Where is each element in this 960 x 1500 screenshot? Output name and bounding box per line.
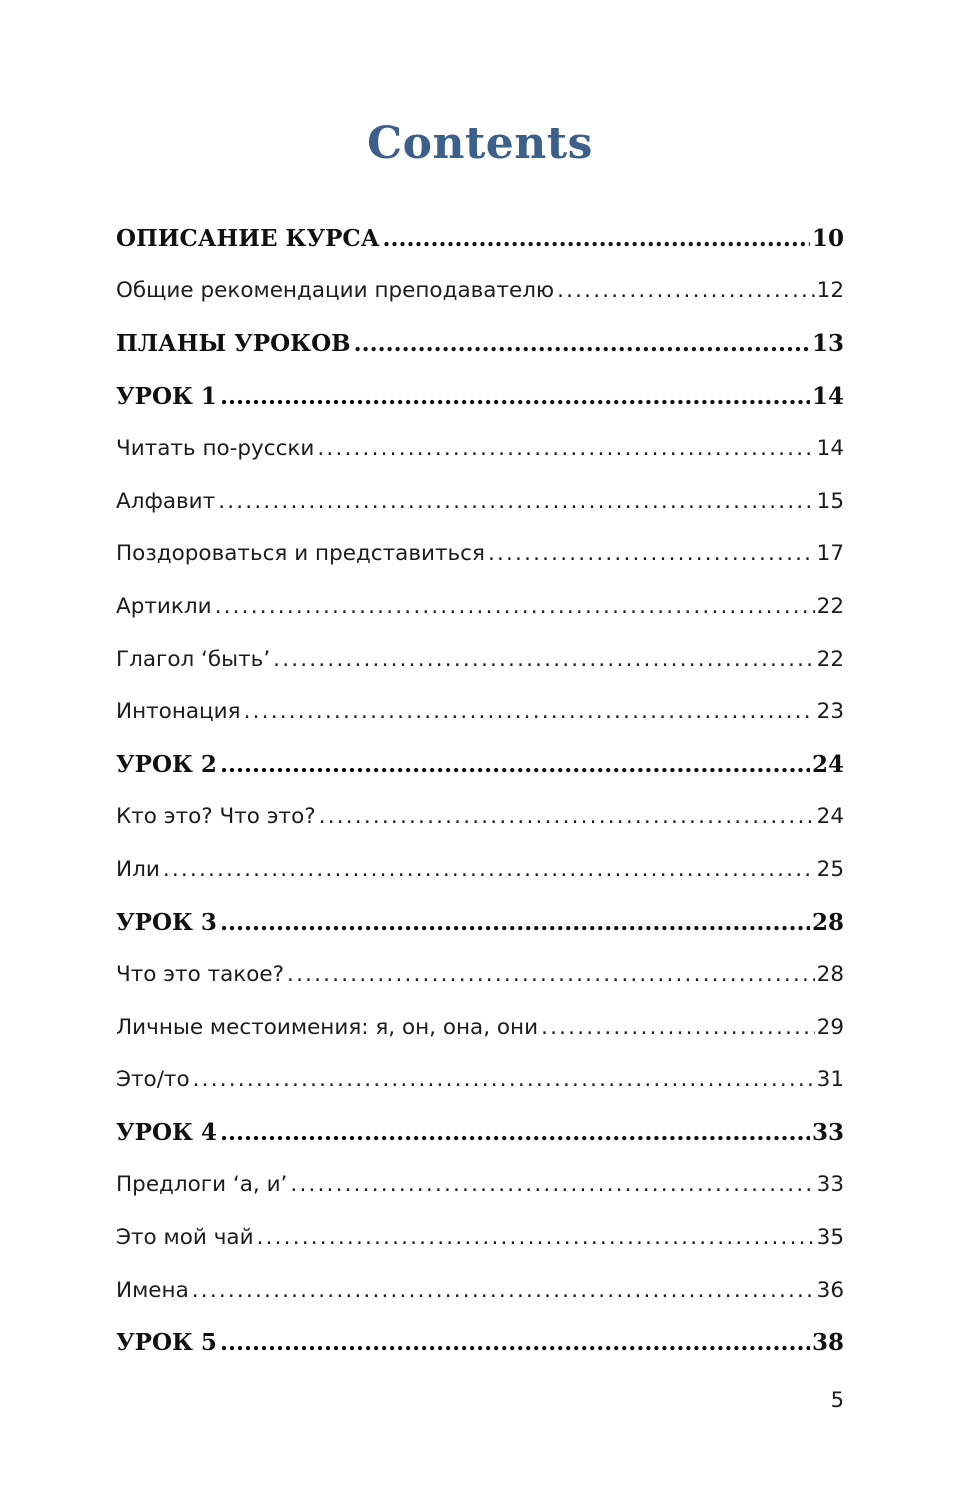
toc-subsection-entry[interactable] <box>116 422 844 475</box>
toc-entry-label: Читать по-русски <box>116 436 315 462</box>
toc-entry-label: УРОК 1 <box>116 382 217 410</box>
page-title: Contents <box>367 118 593 169</box>
toc-entry-label: Или <box>116 856 160 882</box>
toc-entry-label: Интонация <box>116 699 241 725</box>
toc-entry-label: УРОК 5 <box>116 1329 217 1357</box>
toc-entry-page-number: 17 <box>816 541 844 567</box>
toc-dot-leader <box>220 1329 810 1356</box>
toc-entry-label: Артикли <box>116 593 212 619</box>
toc-entry-label: Общие рекомендации преподавателю <box>116 278 555 304</box>
toc-entry-label: Имена <box>116 1277 189 1303</box>
toc-entry-page-number: 23 <box>816 699 844 725</box>
toc-entry-page-number: 33 <box>816 1172 844 1198</box>
toc-dot-leader <box>192 1278 815 1303</box>
toc-dot-leader <box>244 699 815 724</box>
toc-entry-label: УРОК 3 <box>116 908 217 936</box>
toc-entry-label: Это/то <box>116 1067 190 1093</box>
toc-entry-page-number: 10 <box>811 224 844 252</box>
toc-subsection-entry[interactable] <box>116 843 844 896</box>
toc-subsection-entry[interactable] <box>116 791 844 844</box>
toc-entry-label: Кто это? Что это? <box>116 804 316 830</box>
toc-subsection-entry[interactable] <box>116 1211 844 1264</box>
toc-subsection-entry[interactable] <box>116 580 844 633</box>
toc-entry-page-number: 12 <box>816 278 844 304</box>
toc-subsection-entry[interactable] <box>116 685 844 738</box>
toc-entry-page-number: 24 <box>816 804 844 830</box>
toc-entry-page-number: 28 <box>811 908 844 936</box>
toc-entry-label: Глагол ‘быть’ <box>116 646 271 672</box>
toc-entry-page-number: 38 <box>811 1329 844 1357</box>
toc-entry-page-number: 25 <box>816 856 844 882</box>
toc-dot-leader <box>220 383 810 410</box>
toc-dot-leader <box>354 330 810 357</box>
toc-dot-leader <box>382 225 810 252</box>
toc-dot-leader <box>317 436 814 461</box>
toc-entry-page-number: 36 <box>816 1277 844 1303</box>
toc-entry-page-number: 22 <box>816 593 844 619</box>
toc-entry-label: Предлоги ‘а, и’ <box>116 1172 288 1198</box>
toc-dot-leader <box>163 857 815 882</box>
toc-dot-leader <box>220 1119 810 1146</box>
toc-entry-page-number: 33 <box>811 1118 844 1146</box>
toc-subsection-entry[interactable] <box>116 265 844 318</box>
toc-subsection-entry[interactable] <box>116 633 844 686</box>
toc-entry-label: ОПИСАНИЕ КУРСА <box>116 224 380 252</box>
toc-section-entry[interactable] <box>116 317 844 370</box>
toc-entry-label: ПЛАНЫ УРОКОВ <box>116 329 351 357</box>
toc-entry-label: УРОК 4 <box>116 1118 217 1146</box>
toc-subsection-entry[interactable] <box>116 1264 844 1317</box>
toc-subsection-entry[interactable] <box>116 948 844 1001</box>
toc-dot-leader <box>287 962 815 987</box>
toc-entry-page-number: 14 <box>811 382 844 410</box>
toc-section-entry[interactable] <box>116 896 844 949</box>
page-number: 5 <box>830 1388 844 1412</box>
toc-dot-leader <box>257 1225 815 1250</box>
toc-dot-leader <box>218 489 814 514</box>
toc-entry-page-number: 13 <box>811 329 844 357</box>
toc-subsection-entry[interactable] <box>116 1001 844 1054</box>
toc-entry-page-number: 14 <box>816 436 844 462</box>
toc-entry-page-number: 35 <box>816 1225 844 1251</box>
toc-dot-leader <box>319 804 815 829</box>
toc-dot-leader <box>193 1067 815 1092</box>
toc-entry-page-number: 31 <box>816 1067 844 1093</box>
toc-dot-leader <box>220 909 810 936</box>
toc-entry-page-number: 29 <box>816 1014 844 1040</box>
toc-dot-leader <box>541 1015 815 1040</box>
toc-dot-leader <box>215 594 815 619</box>
toc-entry-page-number: 28 <box>816 962 844 988</box>
toc-section-entry[interactable] <box>116 370 844 423</box>
toc-entry-page-number: 22 <box>816 646 844 672</box>
toc-dot-leader <box>488 541 815 566</box>
toc-entry-page-number: 15 <box>816 488 844 514</box>
toc-dot-leader <box>220 751 810 778</box>
toc-entry-label: Что это такое? <box>116 962 285 988</box>
toc-subsection-entry[interactable] <box>116 1054 844 1107</box>
toc-subsection-entry[interactable] <box>116 528 844 581</box>
toc-entry-label: Поздороваться и представиться <box>116 541 485 567</box>
toc-entry-label: Личные местоимения: я, он, она, они <box>116 1014 539 1040</box>
table-of-contents <box>116 212 844 1369</box>
toc-entry-label: Алфавит <box>116 488 216 514</box>
toc-section-entry[interactable] <box>116 212 844 265</box>
toc-entry-page-number: 24 <box>811 750 844 778</box>
toc-dot-leader <box>557 278 815 303</box>
toc-section-entry[interactable] <box>116 1316 844 1369</box>
toc-entry-label: Это мой чай <box>116 1225 254 1251</box>
toc-dot-leader <box>290 1172 814 1197</box>
toc-entry-label: УРОК 2 <box>116 750 217 778</box>
toc-section-entry[interactable] <box>116 738 844 791</box>
toc-subsection-entry[interactable] <box>116 475 844 528</box>
toc-section-entry[interactable] <box>116 1106 844 1159</box>
toc-subsection-entry[interactable] <box>116 1159 844 1212</box>
toc-dot-leader <box>273 647 814 672</box>
